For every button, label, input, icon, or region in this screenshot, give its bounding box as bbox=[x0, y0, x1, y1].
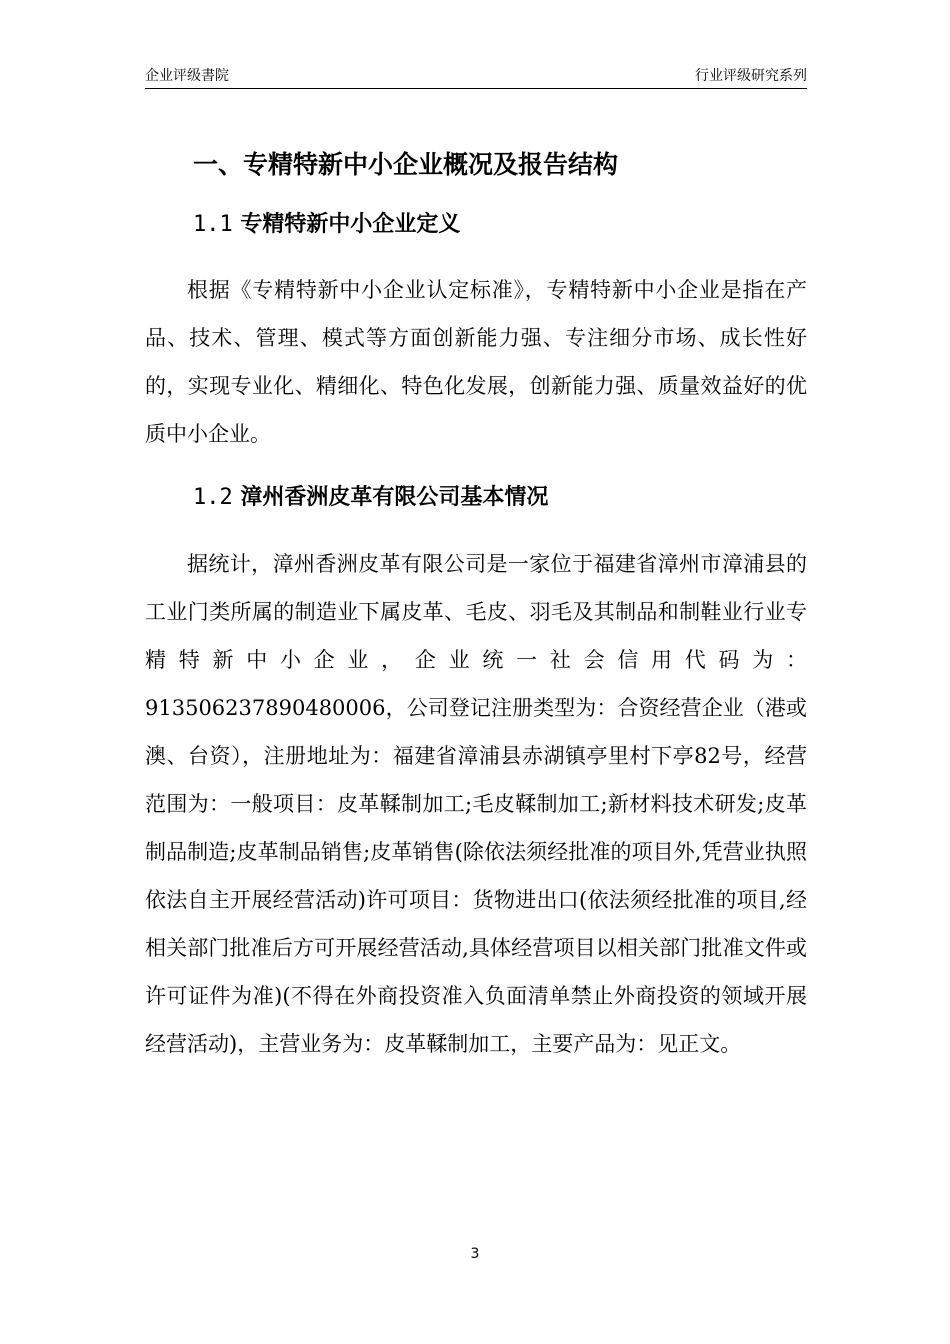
subsection-title: 漳州香洲皮革有限公司基本情况 bbox=[240, 485, 549, 510]
subsection-number: 1.2 bbox=[193, 485, 233, 510]
subsection-title: 专精特新中小企业定义 bbox=[240, 212, 461, 237]
header-series: 行业评级研究系列 bbox=[695, 68, 807, 84]
page-header bbox=[145, 66, 807, 89]
paragraph-company-info: 据统计，漳州香洲皮革有限公司是一家位于福建省漳州市漳浦县的工业门类所属的制造业下属皮革、毛皮、羽毛及其制品和制鞋业行业专精特新中小企业，企业统一社会信用代码为：913506237890480006，公司登记注册类型为：合资经营企业（港或澳、台资），注册地址为：福建省漳浦县赤湖镇亭里村下亭82号，经营范围为：一般项目：皮革鞣制加工;毛皮鞣制加工;新材料技术研发;皮革制品制造;皮革制品销售;皮革销售(除依法须经批准的项目外,凭营业执照依法自主开展经营活动)许可项目：货物进出口(依法须经批准的项目,经相关部门批准后方可开展经营活动,具体经营项目以相关部门批准文件或许可证件为准)(不得在外商投资准入负面清单禁止外商投资的领域开展经营活动)，主营业务为：皮革鞣制加工，主要产品为：见正文。 bbox=[145, 552, 807, 1056]
subsection-heading-2 bbox=[193, 483, 548, 513]
section-heading: 一、专精特新中小企业概况及报告结构 bbox=[193, 150, 619, 179]
paragraph-definition: 根据《专精特新中小企业认定标准》，专精特新中小企业是指在产品、技术、管理、模式等方面创新能力强、专注细分市场、成长性好的，实现专业化、精细化、特色化发展，创新能力强、质量效益好的优质中小企业。 bbox=[145, 278, 807, 446]
page-number: 3 bbox=[470, 1246, 480, 1262]
subsection-heading-1 bbox=[193, 210, 460, 240]
subsection-number: 1.1 bbox=[193, 212, 233, 237]
header-publisher: 企业评级書院 bbox=[145, 68, 229, 84]
